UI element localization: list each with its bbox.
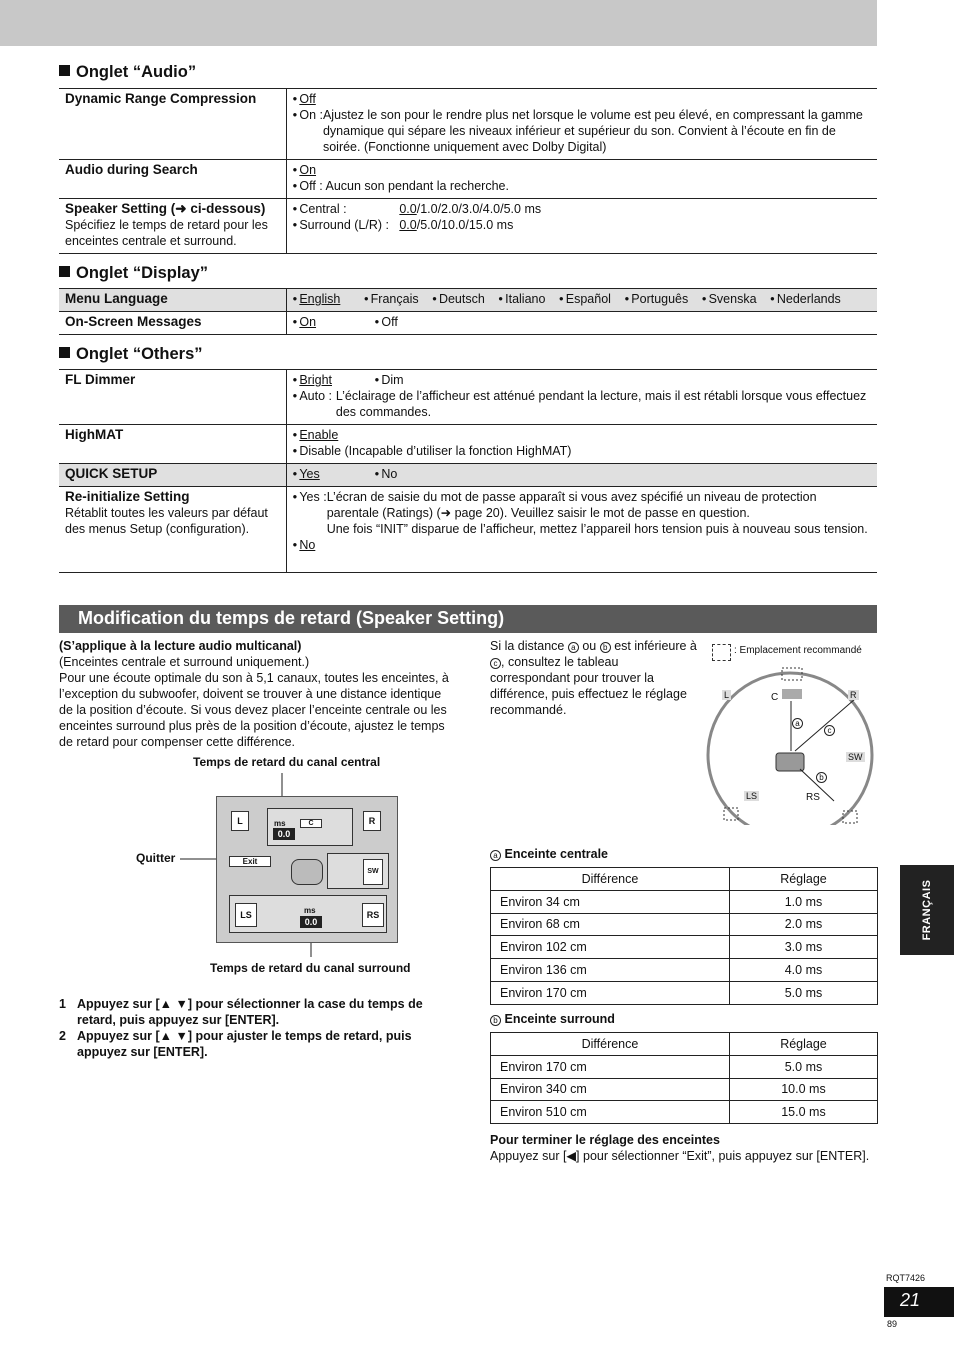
option-values: ● Yes : L’écran de saisie du mot de passe apparaît si vous avez spécifié un niveau de protection parentale (Ratings) (➜ page 20). Veuillez saisir le mot de passe en question. Une fois “INIT” disparue de l’afficheur, mettez l’appareil hors tension puis à nouveau sous tension. ● No xyxy=(286,487,877,573)
central-table-title: a Enceinte centrale xyxy=(490,846,608,862)
table-row: Environ 136 cm 4.0 ms xyxy=(491,959,878,982)
option-values: ● On● Off xyxy=(286,312,877,335)
list-item: 2 Appuyez sur [▲ ▼] pour ajuster le temps de retard, puis appuyez sur [ENTER]. xyxy=(59,1029,412,1059)
table-row: Environ 510 cm 15.0 ms xyxy=(491,1101,878,1124)
diagram-speaker-sw: SW xyxy=(848,752,863,762)
label-quitter: Quitter xyxy=(136,851,176,865)
central-delay-value[interactable]: 0.0 xyxy=(273,828,295,840)
option-label: FL Dimmer xyxy=(59,370,286,425)
option-label: Speaker Setting (➜ ci-dessous) Spécifiez le temps de retard pour les enceintes centrale et surround. xyxy=(59,199,286,254)
ms-label: ms xyxy=(274,819,286,828)
option-label: HighMAT xyxy=(59,425,286,464)
section-title-others: Onglet “Others” xyxy=(59,345,203,364)
section-title-display: Onglet “Display” xyxy=(59,264,208,283)
label-central-delay: Temps de retard du canal central xyxy=(193,755,381,769)
option-label: On-Screen Messages xyxy=(59,312,286,335)
option-label: Dynamic Range Compression xyxy=(59,89,286,160)
surround-delay-table xyxy=(490,1032,878,1124)
option-values: ● Off ● On : Ajustez le son pour le rendre plus net lorsque le volume est peu élevé, en compressant la gamme dynamique qui sépare les niveaux inférieur et supérieur du son. Convient à l’écoute en fin de soirée. (Fonctionne uniquement avec Dolby Digital) xyxy=(286,89,877,160)
listener-seat-icon xyxy=(291,859,323,885)
diagram-speaker-r: R xyxy=(850,690,857,700)
option-label: Re-initialize Setting Rétablit toutes les valeurs par défaut des menus Setup (configuration). xyxy=(59,487,286,573)
distance-intro: Si la distance a ou b est inférieure à c , consultez le tableau correspondant pour trouver la différence, puis effectuez le réglage recommandé. xyxy=(490,639,697,717)
table-row: Environ 170 cm 5.0 ms xyxy=(491,1055,878,1078)
speaker-r: R xyxy=(363,811,381,831)
language-options: ● English ● Français ● Deutsch ● Italiano ● Español ● Português ● Svenska ● Nederlands xyxy=(286,289,877,312)
exit-button[interactable]: Exit xyxy=(229,856,271,867)
list-item: 1 Appuyez sur [▲ ▼] pour sélectionner la case du temps de retard, puis appuyez sur [ENTER]. xyxy=(59,997,423,1027)
finish-instructions: Pour terminer le réglage des enceintes Appuyez sur [◀] pour sélectionner “Exit”, puis appuyez sur [ENTER]. xyxy=(490,1133,870,1163)
sub-page-number: 89 xyxy=(887,1319,898,1329)
speaker-c: C xyxy=(300,819,322,828)
section-banner: Modification du temps de retard (Speaker Setting) xyxy=(59,605,877,633)
surround-table-title: b Enceinte surround xyxy=(490,1011,615,1027)
speaker-ls: LS xyxy=(235,903,257,927)
table-row: Environ 170 cm 5.0 ms xyxy=(491,981,878,1004)
option-values: ● Central : 0.0/1.0/2.0/3.0/4.0/5.0 ms ● Surround (L/R) : 0.0/5.0/10.0/15.0 ms xyxy=(286,199,877,254)
option-values: ● Yes● No xyxy=(286,464,877,487)
diagram-speaker-ls: LS xyxy=(746,791,758,801)
table-row: Environ 68 cm 2.0 ms xyxy=(491,913,878,936)
surround-delay-value[interactable]: 0.0 xyxy=(300,916,322,928)
speaker-rs: RS xyxy=(362,903,384,927)
option-label: Menu Language xyxy=(59,289,286,312)
option-values: ● On ● Off : Aucun son pendant la recherche. xyxy=(286,160,877,199)
label-surround-delay: Temps de retard du canal surround xyxy=(210,961,411,975)
table-row: Environ 102 cm 3.0 ms xyxy=(491,936,878,959)
speaker-layout-diagram xyxy=(700,665,880,825)
steps-list xyxy=(59,996,449,1060)
diagram-mark-b: b xyxy=(816,772,827,783)
speaker-setting-screen xyxy=(216,796,398,943)
diagram-mark-c: c xyxy=(824,725,835,736)
legend-text: : Emplacement recommandé xyxy=(734,645,862,656)
table-row: Environ 340 cm 10.0 ms xyxy=(491,1078,878,1101)
option-values: ● Bright● Dim ● Auto : L’éclairage de l’afficheur est atténué pendant la lecture, mais il est rétabli lorsque vous effectuez des commandes. xyxy=(286,370,877,425)
speaker-l: L xyxy=(231,811,249,831)
speaker-sw: SW xyxy=(363,859,383,885)
ms-label: ms xyxy=(304,906,316,915)
language-side-tab: FRANÇAIS xyxy=(900,865,954,955)
option-values: ● Enable ● Disable (Incapable d’utiliser la fonction HighMAT) xyxy=(286,425,877,464)
page-number: 21 xyxy=(884,1287,954,1317)
table-header-row: Différence Réglage xyxy=(491,868,878,891)
table-header-row: Différence Réglage xyxy=(491,1033,878,1056)
option-label: QUICK SETUP xyxy=(59,464,286,487)
central-delay-table xyxy=(490,867,878,1005)
section-title-audio: Onglet “Audio” xyxy=(59,63,196,82)
diagram-mark-a: a xyxy=(792,718,803,729)
table-row: Environ 34 cm 1.0 ms xyxy=(491,890,878,913)
option-label: Audio during Search xyxy=(59,160,286,199)
diagram-speaker-rs: RS xyxy=(806,792,820,803)
diagram-speaker-l: L xyxy=(724,690,730,700)
intro-text: (S’applique à la lecture audio multicanal) (Enceintes centrale et surround uniquement.) Pour une écoute optimale du son à 5,1 canaux, toutes les enceintes, à l’exception du subwoofer, doivent se trouver à une distance identique de la position d’écoute. Si vous devez placer l’enceinte centrale ou les enceintes surround plus près de la position d’écoute, ajustez le temps de retard pour compenser cette différence. xyxy=(59,639,449,749)
diagram-speaker-c: C xyxy=(771,692,779,703)
document-code: RQT7426 xyxy=(886,1273,926,1283)
recommended-position-icon xyxy=(712,644,731,661)
